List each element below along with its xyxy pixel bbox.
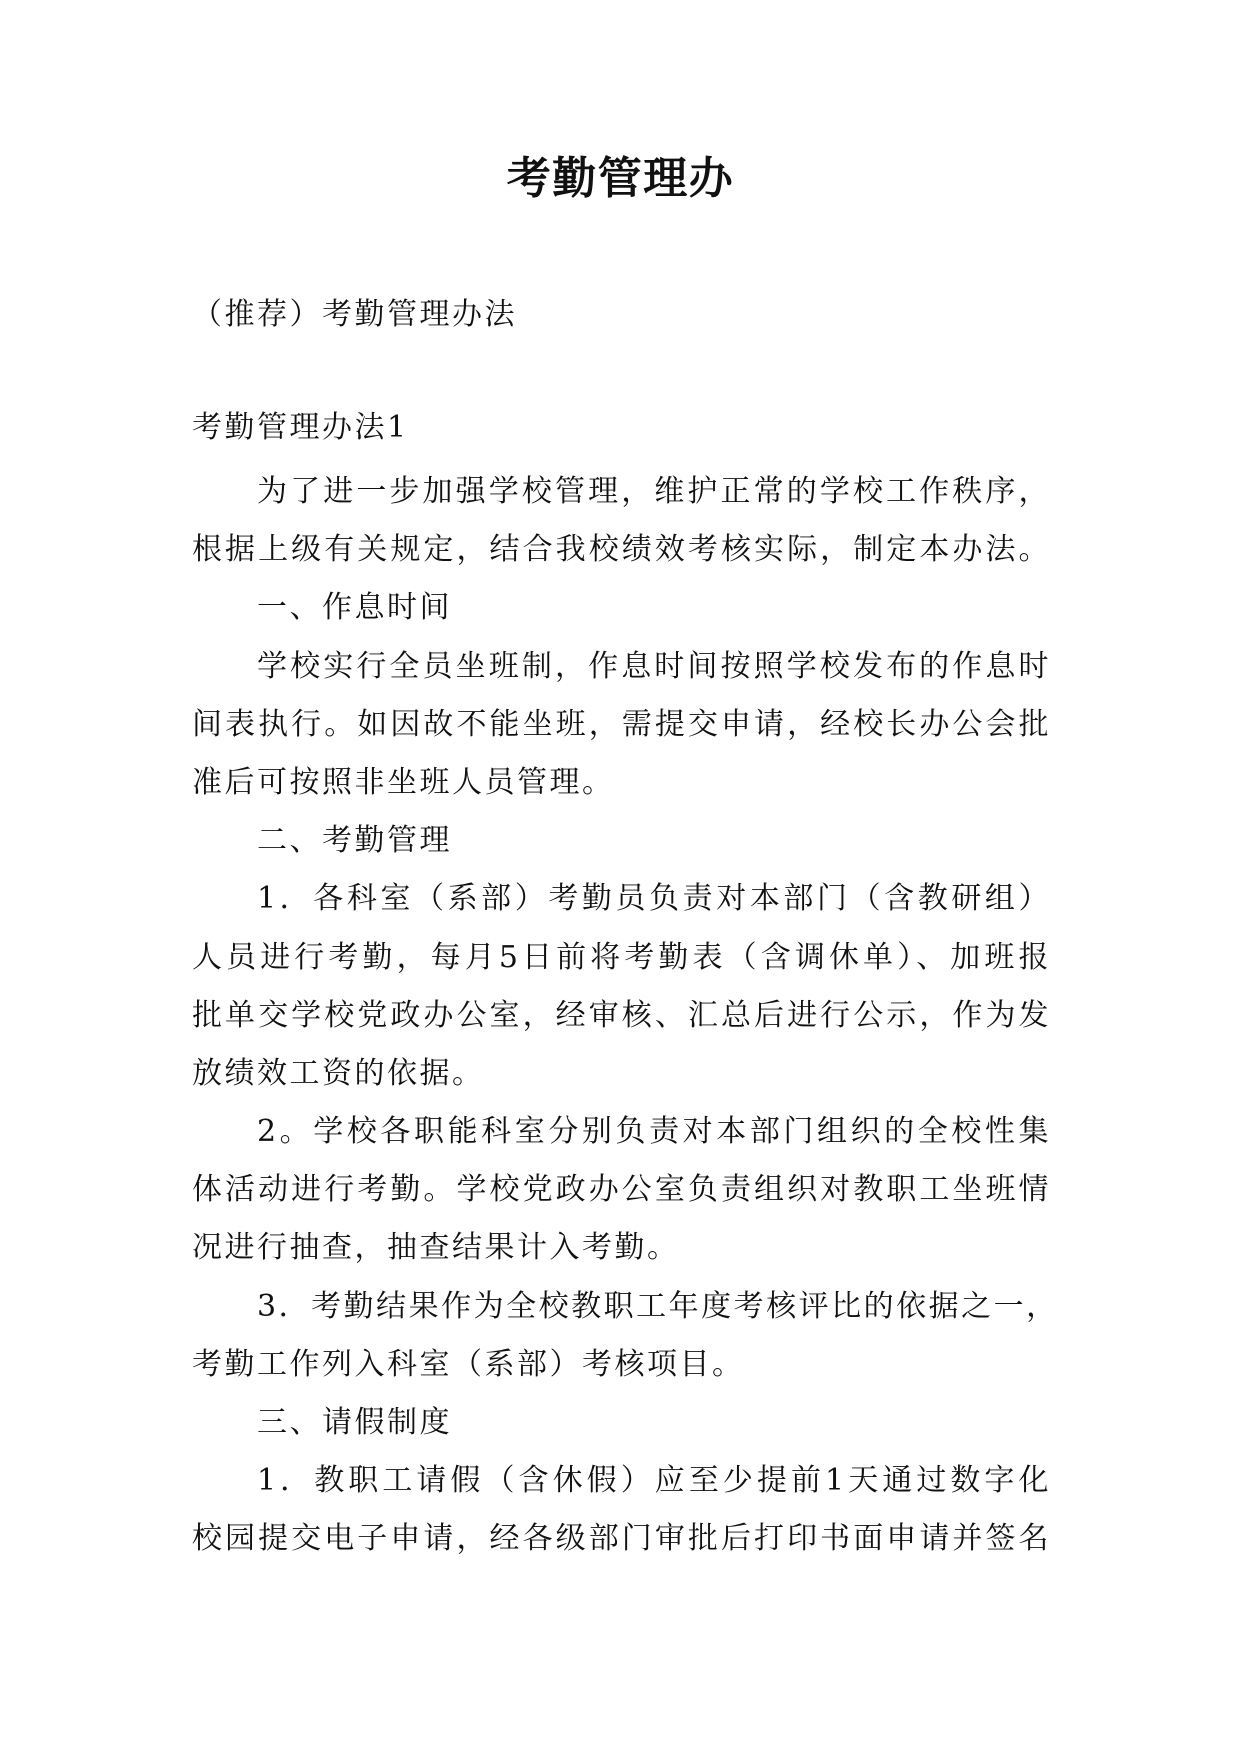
document-body [192, 463, 1059, 1569]
section-heading-attendance [192, 812, 1051, 870]
paragraph-line: 校园提交电子申请，经各级部门审批后打印书面申请并签名 [192, 1521, 1051, 1557]
section-heading-leave [192, 1394, 1051, 1452]
document-title: 考勤管理办 [506, 153, 735, 204]
paragraph-leave-1 [192, 1452, 1051, 1568]
paragraph-intro [192, 463, 1051, 579]
paragraph-line: 学校实行全员坐班制，作息时间按照学校发布的作息时 [257, 648, 1051, 684]
paragraph-line: 间表执行。如因故不能坐班，需提交申请，经校长办公会批 [192, 706, 1051, 742]
paragraph-line: 批单交学校党政办公室，经审核、汇总后进行公示，作为发 [192, 997, 1051, 1033]
paragraph-line: 根据上级有关规定，结合我校绩效考核实际，制定本办法。 [192, 532, 1051, 568]
paragraph-attendance-1 [192, 870, 1051, 1103]
paragraph-line: 准后可按照非坐班人员管理。 [192, 764, 615, 800]
section-heading-schedule [192, 579, 1051, 637]
paragraph-attendance-3 [192, 1278, 1059, 1394]
paragraph-line: 为了进一步加强学校管理，维护正常的学校工作秩序， [257, 474, 1051, 509]
paragraph-line: 体活动进行考勤。学校党政办公室负责组织对教职工坐班情 [192, 1172, 1051, 1208]
section-heading: 二、考勤管理 [257, 823, 452, 859]
paragraph-line: 放绩效工资的依据。 [192, 1055, 485, 1091]
paragraph-line: 3．考勤结果作为全校教职工年度考核评比的依据之一， [257, 1288, 1059, 1324]
section-heading: 三、请假制度 [257, 1405, 452, 1440]
section-heading: 一、作息时间 [257, 590, 452, 626]
paragraph-line: 考勤工作列入科室（系部）考核项目。 [192, 1346, 745, 1382]
paragraph-line: 1．教职工请假（含休假）应至少提前1天通过数字化 [257, 1463, 1051, 1499]
paragraph-attendance-2 [192, 1103, 1051, 1278]
paragraph-line: 1．各科室（系部）考勤员负责对本部门（含教研组） [257, 881, 1051, 917]
section-title: 考勤管理办法1 [192, 410, 409, 445]
paragraph-line: 况进行抽查，抽查结果计入考勤。 [192, 1230, 680, 1266]
paragraph-line: 2。学校各职能科室分别负责对本部门组织的全校性集 [257, 1114, 1051, 1150]
paragraph-line: 人员进行考勤，每月5日前将考勤表（含调休单）、加班报 [192, 939, 1051, 975]
document-subtitle: （推荐）考勤管理办法 [192, 297, 517, 332]
paragraph-schedule [192, 638, 1051, 813]
